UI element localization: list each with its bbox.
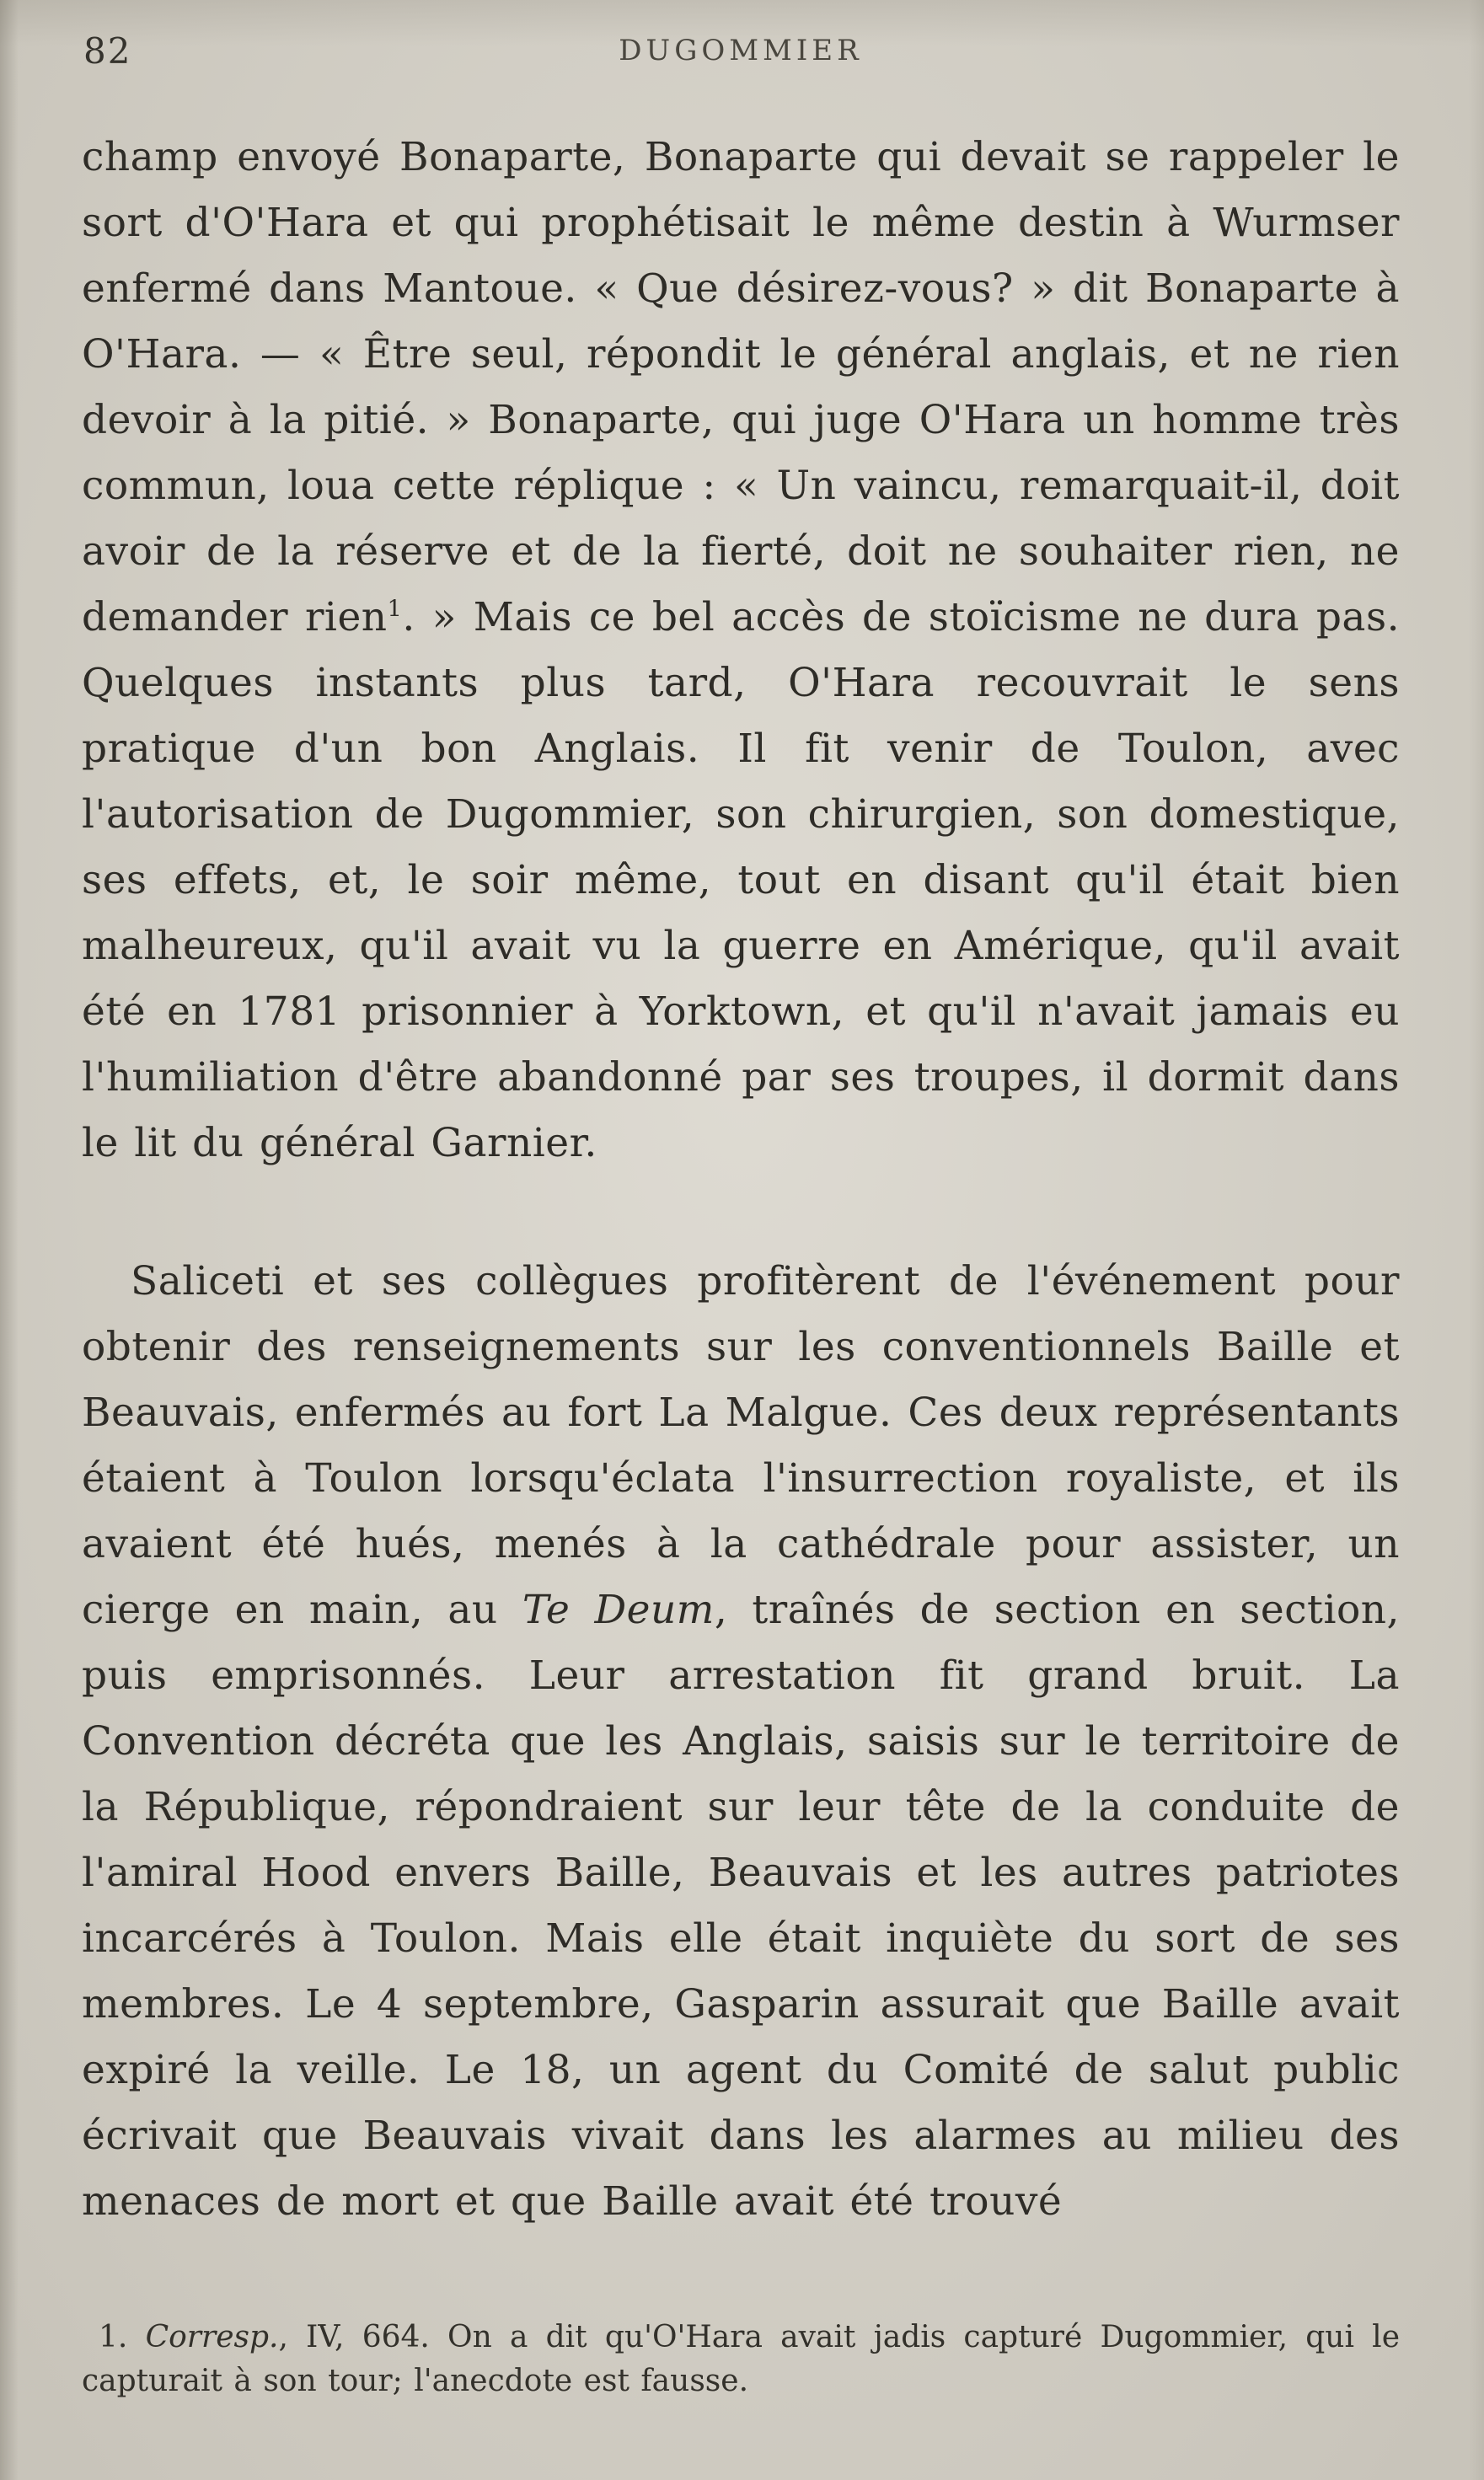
paragraph-2 [82, 1249, 1400, 2235]
paragraph-1 [82, 125, 1400, 1176]
text-run: 1. [99, 2320, 146, 2354]
body-text [82, 125, 1400, 2235]
footnote-reference: 1 [387, 596, 403, 623]
running-title: DUGOMMIER [619, 34, 863, 67]
italic-text-run: Corresp. [145, 2320, 279, 2354]
text-run: . » Mais ce bel accès de stoïcisme ne dura pas. Quelques instants plus tard, O'Hara recouvrait le sens pratique d'un bon Anglais. Il fit venir de Toulon, avec l'autorisation de Dugommier, son chirurgien, son domestique, ses effets, et, le soir même, tout en disant qu'il était bien malheureux, qu'il avait vu la guerre en Amérique, qu'il avait été en 1781 prisonnier à Yorktown, et qu'il n'avait jamais eu l'humiliation d'être abandonné par ses troupes, il dormit dans le lit du général Garnier. [82, 594, 1401, 1166]
text-run: , IV, 664. On a dit qu'O'Hara avait jadis capturé Dugommier, qui le capturait à son tour; l'anecdote est fausse. [82, 2320, 1400, 2398]
footnote [82, 2316, 1400, 2403]
page-number: 82 [83, 30, 132, 72]
text-run: champ envoyé Bonaparte, Bonaparte qui devait se rappeler le sort d'O'Hara et qui prophétisait le même destin à Wurmser enfermé dans Mantoue. « Que désirez-vous? » dit Bonaparte à O'Hara. — « Être seul, répondit le général anglais, et ne rien devoir à la pitié. » Bonaparte, qui juge O'Hara un homme très commun, loua cette réplique : « Un vaincu, remarquait-il, doit avoir de la réserve et de la fierté, doit ne souhaiter rien, ne demander rien [82, 134, 1400, 640]
running-head [82, 25, 1400, 76]
italic-text-run: Te Deum [522, 1587, 715, 1633]
page-content [82, 25, 1400, 2403]
text-run: Saliceti et ses collègues profitèrent de l'événement pour obtenir des renseignements sur les conventionnels Baille et Beauvais, enfermés au fort La Malgue. Ces deux représentants étaient à Toulon lorsqu'éclata l'insurrection royaliste, et ils avaient été hués, menés à la cathédrale pour assister, un cierge en main, au [82, 1258, 1400, 1633]
text-run: , traînés de section en section, puis emprisonnés. Leur arrestation fit grand bruit. La Convention décréta que les Anglais, saisis sur le territoire de la République, répondraient sur leur tête de la conduite de l'amiral Hood envers Baille, Beauvais et les autres patriotes incarcérés à Toulon. Mais elle était inquiète du sort de ses membres. Le 4 septembre, Gasparin assurait que Baille avait expiré la veille. Le 18, un agent du Comité de salut public écrivait que Beauvais vivait dans les alarmes au milieu des menaces de mort et que Baille avait été trouvé [82, 1587, 1400, 2225]
